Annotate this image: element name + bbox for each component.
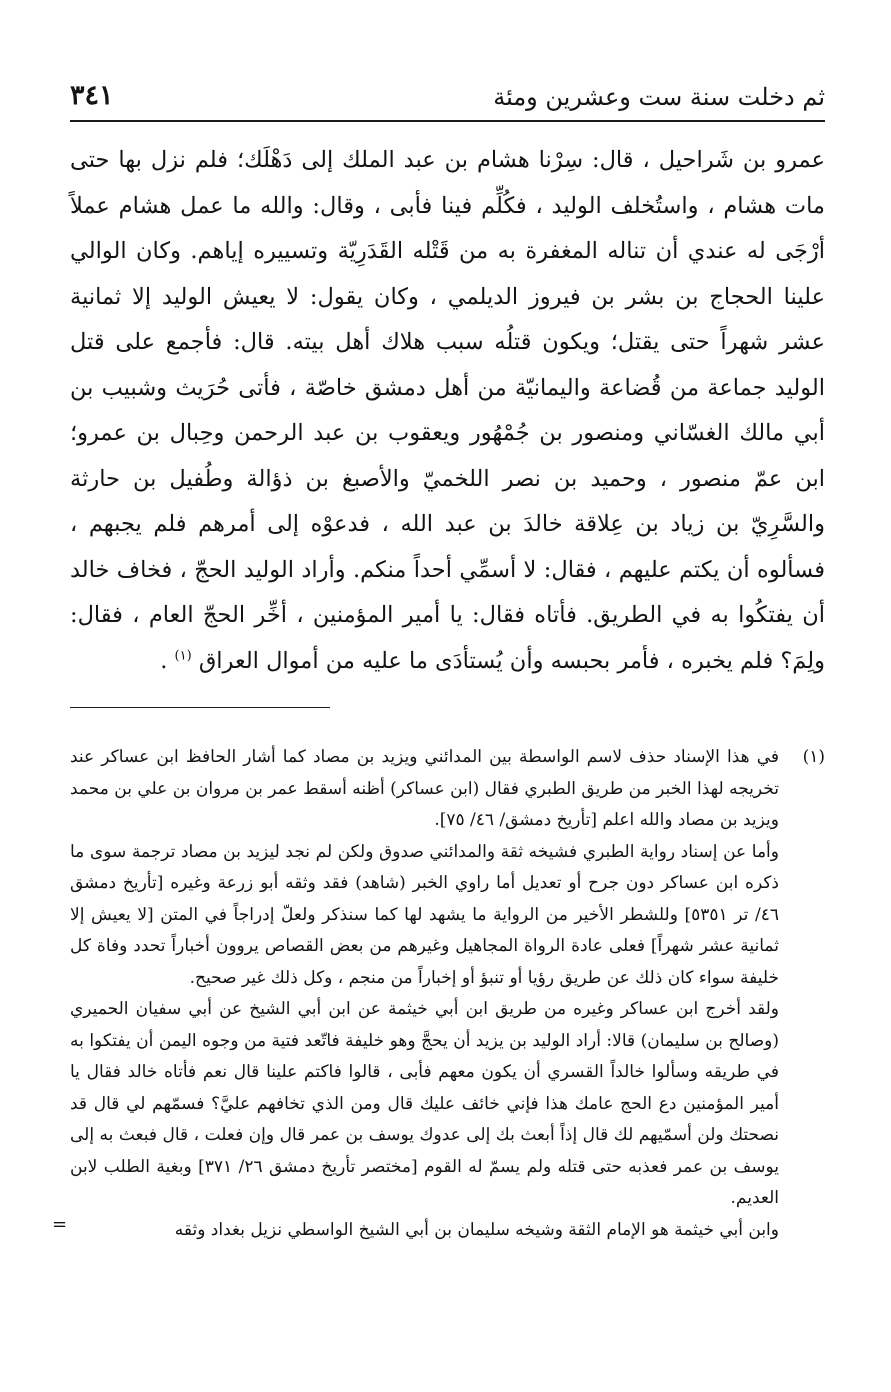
main-text-body: عمرو بن شَراحيل ، قال: سِرْنا هشام بن عبد الملك إلى دَهْلَك؛ فلم نزل بها حتى مات هشام ، واستُخلف الوليد ، فكُلِّم فينا فأبى ، وقال: والله ما عمل هشام عملاً أرْجَى له عندي أن تناله المغفرة به من قَتْله القَدَرِيّة وتسييره إياهم. وكان الوالي علينا الحجاج بن بشر بن فيروز الديلمي ، وكان يقول: لا يعيش الوليد إلا ثمانية عشر شهراً حتى يقتل؛ ويكون قتلُه سبب هلاك أهل بيته. قال: فأجمع على قتل الوليد جماعة من قُضاعة واليمانيّة من أهل دمشق خاصّة ، فأتى حُرَيث وشبيب بن أبي مالك الغسّاني ومنصور بن جُمْهُور ويعقوب بن عبد الرحمن وحِبال بن عمرو؛ ابن عمّ منصور ، وحميد بن نصر اللخميّ والأصبغ بن ذؤالة وطُفيل بن حارثة والسَّرِيّ بن زياد بن عِلاقة خالدَ بن عبد الله ، فدعوْه إلى أمرهم فلم يجبهم ، فسألوه أن يكتم عليهم ، فقال: لا أسمِّي أحداً منكم. وأراد الوليد الحجّ ، فخاف خالد أن يفتكُوا به في الطريق. فأتاه فقال: يا أمير المؤمنين ، أخِّر الحجّ العام ، فقال: ولِمَ؟ فلم يخبره ، فأمر بحبسه وأن يُستأدَى ما عليه من أموال العراق <box>70 147 826 674</box>
footnote-paragraph: ولقد أخرج ابن عساكر وغيره من طريق ابن أبي خيثمة عن ابن أبي الشيخ عن أبي سفيان الحميري (وصالح بن سليمان) قالا: أراد الوليد بن يزيد أن يحجَّ وهو خليفة فاتّعد فتية من وجوه اليمن أن يفتكوا به في طريقه وسألوا خالداً القسري أن يكون معهم فأبى ، قالوا فاكتم علينا قال نعم فأتاه خالد فقال يا أمير المؤمنين دع الحج عامك هذا فإني خائف عليك قال ومن الذي تخافهم عليَّ؟ فسمّهم لي قال قد نصحتك ولن أسمّيهم لك قال إذاً أبعث بك إلى عدوك يوسف بن عمر قال وإن فعلت ، قال فبعث به إلى يوسف بن عمر فعذبه حتى قتله ولم يسمّ له القوم [مختصر تأريخ دمشق ٢٦/ ٣٧١] وبغية الطلب لابن العديم. <box>70 999 779 1208</box>
footnotes-section <box>52 742 825 1246</box>
footnote-reference[interactable]: (١) <box>174 648 192 663</box>
main-text-end: . <box>160 647 168 674</box>
page-number: ٣٤١ <box>70 80 114 111</box>
footnote-paragraph: في هذا الإسناد حذف لاسم الواسطة بين المدائني ويزيد بن مصاد كما أشار الحافظ ابن عساكر عند تخريجه لهذا الخبر من طريق الطبري فقال (ابن عساكر) أظنه أسقط عمر بن مروان بن علي بن محمد ويزيد بن مصاد والله اعلم [تأريخ دمشق/ ٤٦/ ٧٥]. <box>70 747 779 830</box>
continuation-mark: = <box>52 1213 68 1235</box>
book-page <box>52 70 826 1370</box>
footnote-paragraph: وأما عن إسناد رواية الطبري فشيخه ثقة والمدائني صدوق ولكن لم نجد ليزيد بن مصاد ترجمة سوى ما ذكره ابن عساكر دون جرح أو تعديل أما راوي الخبر (شاهد) فقد وثقه أبو زرعة وغيره [تأريخ دمشق ٤٦/ تر ٥٣٥١] وللشطر الأخير من الرواية ما يشهد لها كما سنذكر ولعلّ إدراجاً في المتن [لا يعيش إلا ثمانية عشر شهراً] فعلى عادة الرواة المجاهيل وغيرهم من بعض القصاص يروون أخباراً تحدد وفاة كل خليفة سواء كان ذلك عن طريق رؤيا أو تنبؤ أو إخباراً من منجم ، وكل ذلك غير صحيح. <box>70 841 779 988</box>
footnote-separator <box>70 707 330 708</box>
main-text-block <box>70 138 825 684</box>
footnote-paragraph: وابن أبي خيثمة هو الإمام الثقة وشيخه سليمان بن أبي الشيخ الواسطي نزيل بغداد وثقه = <box>70 1215 779 1247</box>
footnote-marker: (١) <box>802 747 825 767</box>
page-header <box>70 80 825 122</box>
running-title: ثم دخلت سنة ست وعشرين ومئة <box>493 83 825 111</box>
footnote-body <box>52 742 779 1246</box>
